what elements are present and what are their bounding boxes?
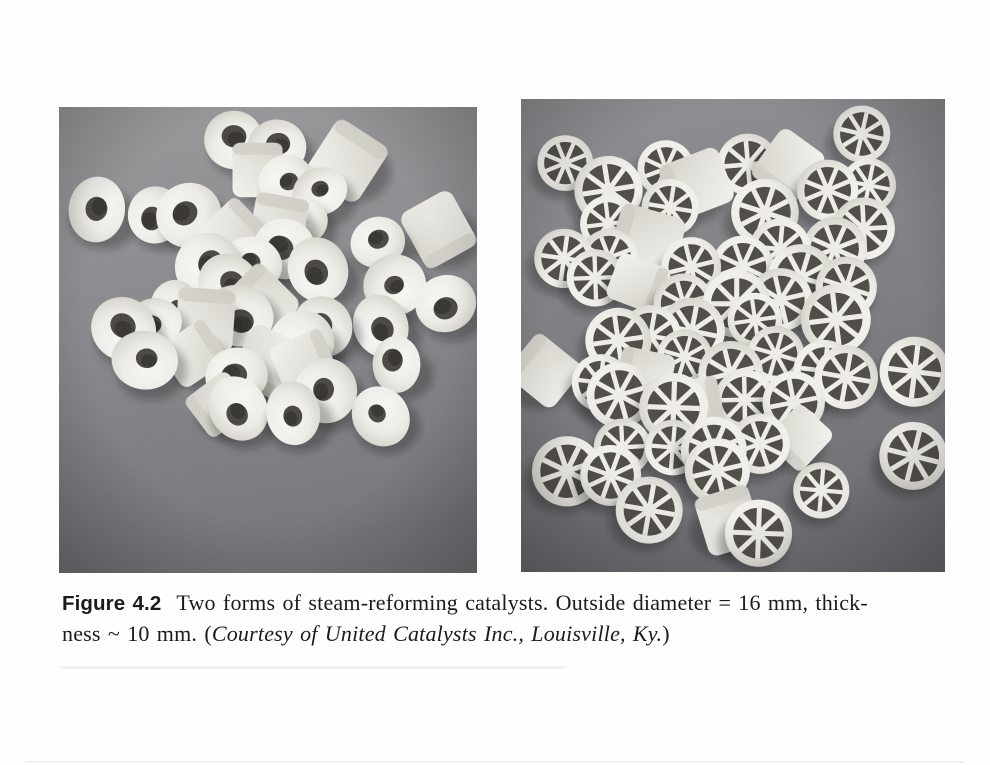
caption-line2-prefix: ness ~ 10 mm. ( xyxy=(62,621,212,646)
figure-label: Figure 4.2 xyxy=(62,592,162,615)
caption-line1: Two forms of steam-reforming catalysts. Outside diameter = 16 mm, thick- xyxy=(176,590,868,615)
caption-line2-suffix: ) xyxy=(662,621,670,646)
wagon-wheel-catalysts-image xyxy=(521,99,945,572)
scan-artifact-line xyxy=(60,666,565,669)
ring-catalysts-image xyxy=(59,107,477,573)
figure-caption xyxy=(62,588,967,649)
caption-line2-courtesy: Courtesy of United Catalysts Inc., Louisville, Ky. xyxy=(211,621,663,646)
left-photo xyxy=(59,107,477,573)
scan-artifact-bottom-line xyxy=(25,761,965,763)
right-photo xyxy=(521,99,945,572)
